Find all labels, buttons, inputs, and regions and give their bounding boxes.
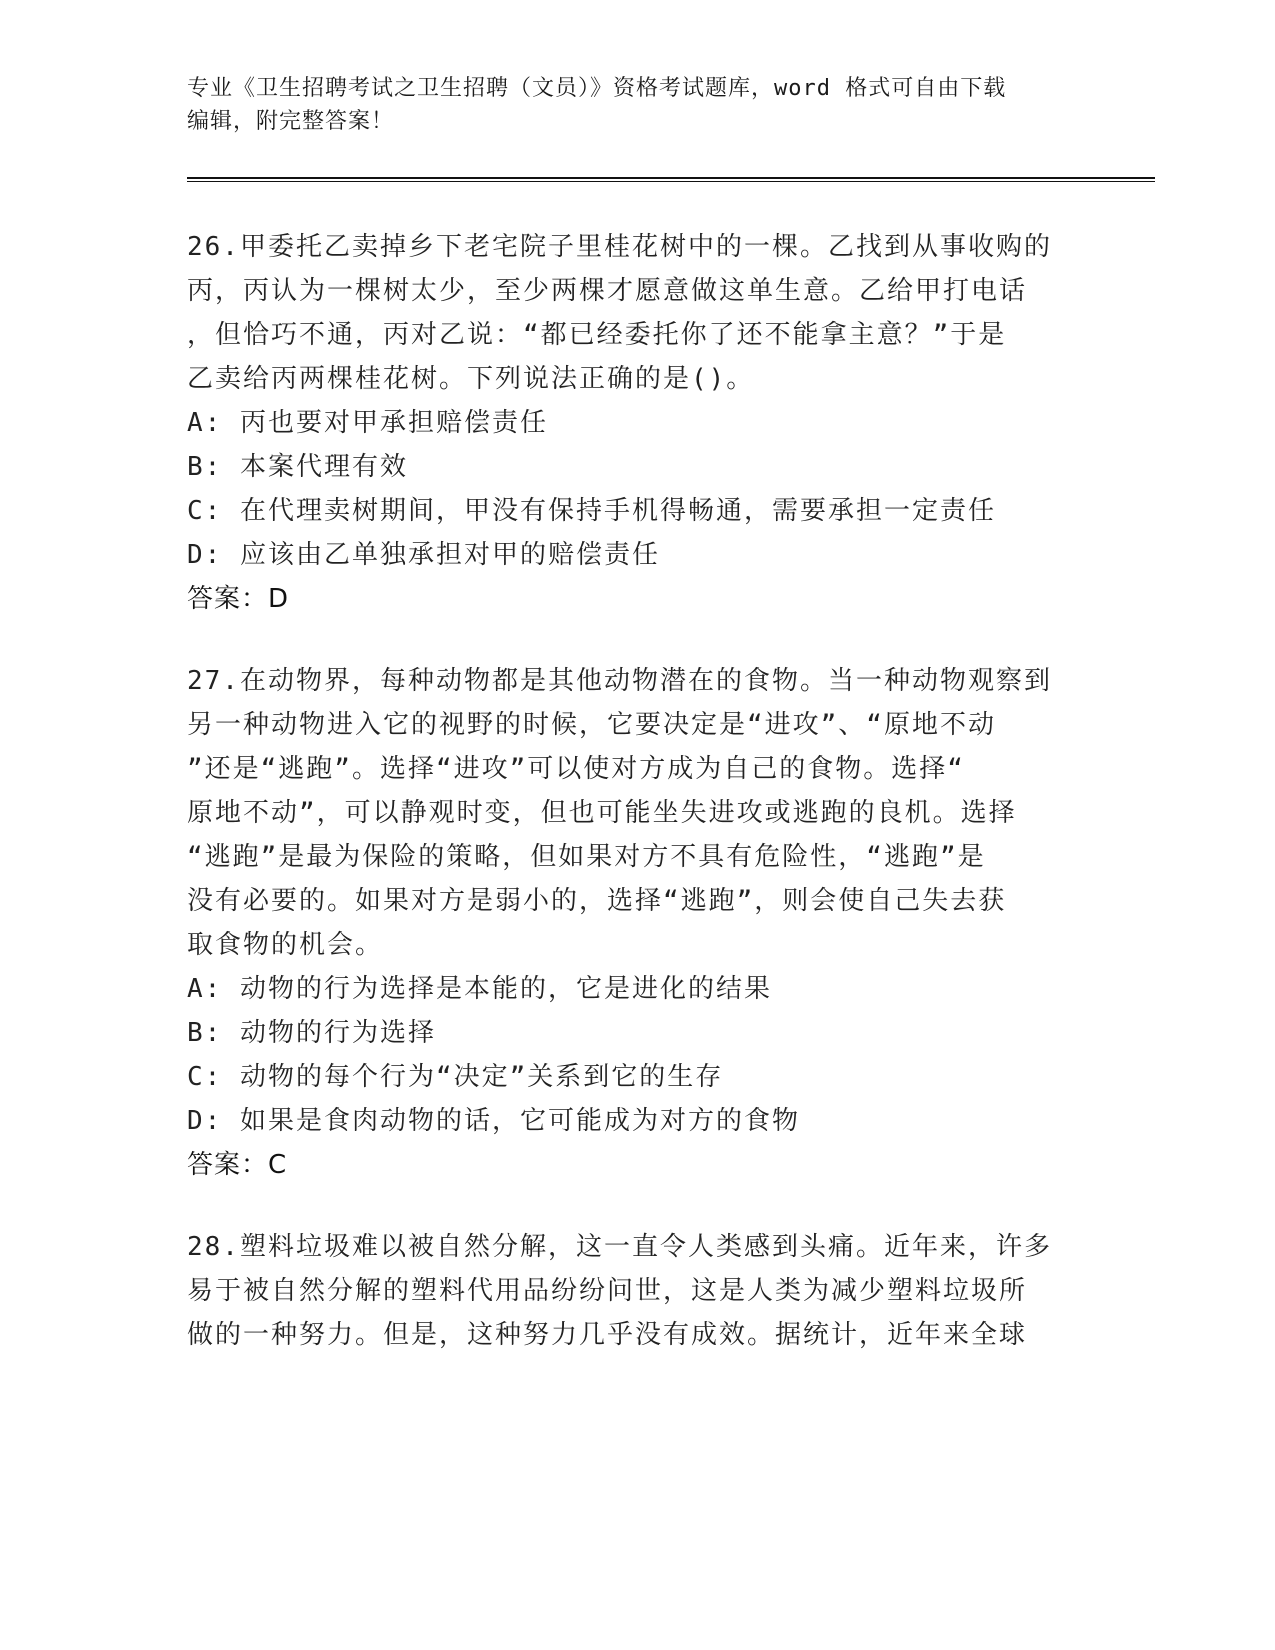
question-stem-line: 易于被自然分解的塑料代用品纷纷问世，这是人类为减少塑料垃圾所 (187, 1276, 1028, 1306)
answer-label: 答案：D (187, 584, 290, 614)
question-stem-line: 乙卖给丙两棵桂花树。下列说法正确的是()。 (187, 364, 755, 394)
option-c: C: 在代理卖树期间，甲没有保持手机得畅通，需要承担一定责任 (187, 496, 996, 526)
question-stem-line: ，但恰巧不通，丙对乙说：“都已经委托你了还不能拿主意？”于是 (187, 320, 1007, 350)
option-b: B: 动物的行为选择 (187, 1018, 436, 1048)
question-stem-line: 26.甲委托乙卖掉乡下老宅院子里桂花树中的一棵。乙找到从事收购的 (187, 232, 1052, 262)
option-b: B: 本案代理有效 (187, 452, 408, 482)
option-a: A: 丙也要对甲承担赔偿责任 (187, 408, 548, 438)
option-d: D: 应该由乙单独承担对甲的赔偿责任 (187, 540, 660, 570)
answer-label: 答案：C (187, 1150, 288, 1180)
question-stem-line: 原地不动”，可以静观时变，但也可能坐失进攻或逃跑的良机。选择 (187, 798, 1017, 828)
header-divider-thin (187, 181, 1155, 182)
option-a: A: 动物的行为选择是本能的，它是进化的结果 (187, 974, 772, 1004)
question-stem-line: 28.塑料垃圾难以被自然分解，这一直令人类感到头痛。近年来，许多 (187, 1232, 1052, 1262)
question-stem-line: 取食物的机会。 (187, 930, 384, 960)
option-c: C: 动物的每个行为“决定”关系到它的生存 (187, 1062, 724, 1092)
question-stem-line: 27.在动物界，每种动物都是其他动物潜在的食物。当一种动物观察到 (187, 666, 1052, 696)
question-stem-line: 丙，丙认为一棵树太少，至少两棵才愿意做这单生意。乙给甲打电话 (187, 276, 1028, 306)
document-header (187, 72, 1087, 138)
question-stem-line: ”还是“逃跑”。选择“进攻”可以使对方成为自己的食物。选择“ (187, 754, 965, 784)
question-stem-line: 没有必要的。如果对方是弱小的，选择“逃跑”，则会使自己失去获 (187, 886, 1007, 916)
header-line-1: 专业《卫生招聘考试之卫生招聘（文员）》资格考试题库，word 格式可自由下载 (187, 76, 1007, 101)
header-line-2: 编辑，附完整答案！ (187, 109, 395, 134)
header-divider-thick (187, 177, 1155, 179)
option-d: D: 如果是食肉动物的话，它可能成为对方的食物 (187, 1106, 800, 1136)
question-stem-line: “逃跑”是最为保险的策略，但如果对方不具有危险性，“逃跑”是 (187, 842, 986, 872)
question-stem-line: 做的一种努力。但是，这种努力几乎没有成效。据统计，近年来全球 (187, 1320, 1028, 1350)
question-stem-line: 另一种动物进入它的视野的时候，它要决定是“进攻”、“原地不动 (187, 710, 996, 740)
